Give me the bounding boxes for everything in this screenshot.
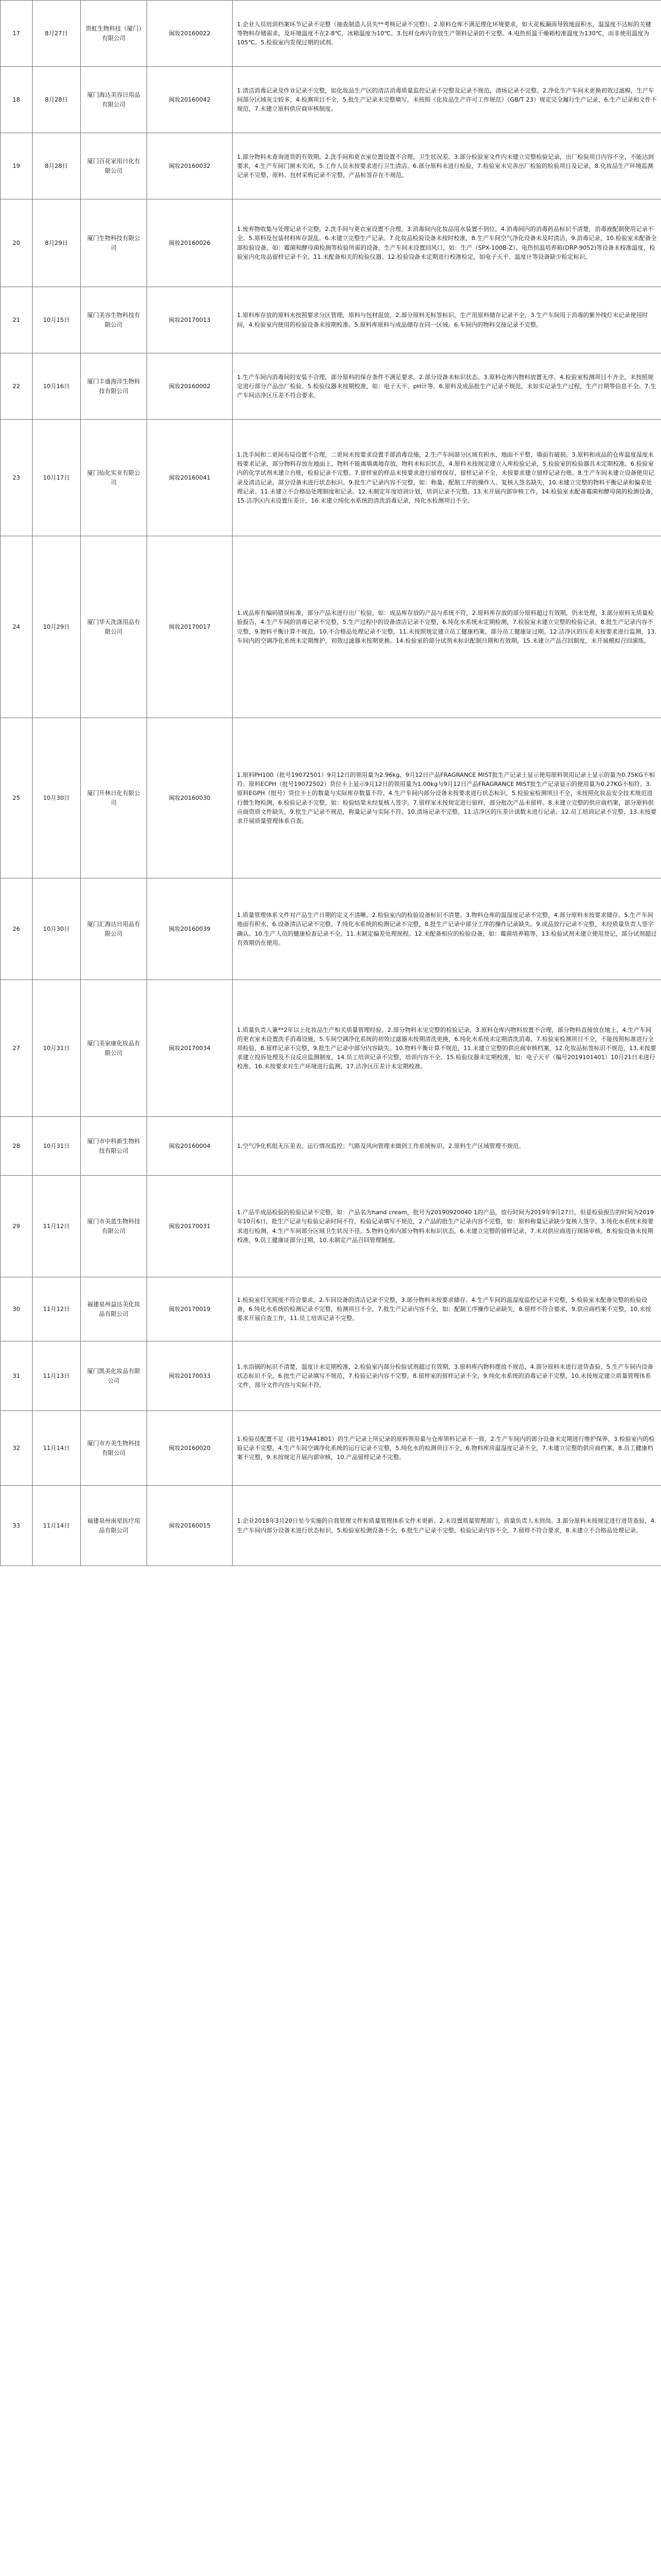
row-number: 18 [1, 67, 33, 133]
row-number: 25 [1, 718, 33, 878]
license-code: 闽妆20160039 [147, 878, 233, 980]
company-name: 厦门海达美容日用品有限公司 [81, 67, 147, 133]
row-number: 22 [1, 353, 33, 420]
row-number: 20 [1, 199, 33, 287]
inspection-findings: 1.清洁消毒记录及作业记录不完整，如化妆品生产区的清洁消毒质量监控记录不完整及记录不规范，清场记录不完整。2.净化生产车间未更换初效过滤棉，生产车间部分区域灰尘较多，4.检测项目不全，5.批生产记录未完整填写，未按照《化妆品生产许可工作规范》（GB/T 23）规定完全履行生产记录，6.生产记录和文件不规范，7.未建立原料供应商审核制度。 [233, 67, 661, 133]
inspection-findings: 1.洗手间和二更间布局设置不合理，二更间未按要求设置手部消毒设施，2.生产车间部分区域有积水，地面不平整，墙面有破损。3.原料和成品的仓库温度湿度未按要求记录，部分物料存放在地面上，物料不能离墙离地存放，物料未标识状态，4.原料未按规定建立入库检验记录，5.检验室的检验器具未定期校准。6.检验室内的化学试剂未建立台账，检验记录不完整。7.留样室的样品未按要求进行留样保存，留样记录不全，未按要求建立留样记录台账。8.生产车间未建立设备使用记录及清洁记录，部分设备未进行状态标识。9.批生产记录内容不完整，如：称量、配制工序的操作人、复核人签名缺失，10.未建立完整的物料平衡记录和偏差处理记录。11.未建立不合格品处理制度和记录。12.未制定年度培训计划，培训记录不完整。13.未开展内部审核工作，14.检验室未配备霉菌和酵母菌的检测设备，15.洁净区内未设置压差计，16.未建立纯化水系统的清洗消毒记录，纯化水检测项目不全。 [233, 420, 661, 536]
inspection-findings: 1.废弃物收集与处理记录不完整，2.洗手间与更衣室设置不合理。3.消毒间内化妆品用水装置不到位，4.消毒间内的消毒药品标识不清楚，消毒液配制使用记录不全。5.原料及包装材料库存混乱。6.未建立完整生产记录。7.化妆品检验设备未按时校准，8.生产车间空气净化设备未及时清洁，9.消毒记录，10.检验室未配备全部检验设备。如：霉菌和酵母菌检测等检验所需的设备，生产车间未设置回风口，如：生产（SPX-100B-Z）、电热恒温培养箱(DRP-9052)等设备未校准温度，检验室内化妆品留样记录不全。11.未配备相关的检验仪器。12.检验设备未定期进行校准检定，如电子天平、温度计等设备缺少检定标识。 [233, 199, 661, 287]
row-number: 26 [1, 878, 33, 980]
company-name: 厦门市方美生物科技有限公司 [81, 1411, 147, 1486]
company-name: 厦门开林日化有限公司 [81, 718, 147, 878]
row-number: 33 [1, 1486, 33, 1566]
inspection-findings: 1.空气净化机组无压差表，运行情况监控；气路及风向管理未做到工作系统标识。2.原料生产区域管理不规范。 [233, 1117, 661, 1176]
license-code: 闽妆20170017 [147, 536, 233, 718]
license-code: 闽妆20170019 [147, 1277, 233, 1341]
inspection-date: 10月30日 [33, 718, 81, 878]
inspection-findings: 1.部分物料未查询进货的有效期。2.洗手间和更衣室位置设置不合理，卫生状况差。3.部分检验室文件内未建立完整检验记录，出厂检验项目内容不全，不能达到要求，4.生产车间门窗未关闭，5.工作人员未按要求进行卫生清洁。6.部分原料未进行检验，7.检验室未完善出厂检验的检验项目及记录，8.化妆品生产环境监测记录不完整，原料、包材采购记录不完整，产品标签存在不规范。 [233, 133, 661, 199]
inspection-findings: 1.企业人员培训档案环节记录不完整（抽查制造人员失**考核记录不完整）。2.原料仓库不满足理化环境要求，如天花板漏雨导致地面积水，温湿度不达标的关键等物料存储需求，及环境温度不在2-8℃，冰箱温度为10℃。3.包材仓库内存放生产领料记录的不完整。4.电热恒温干燥箱校准温度为130℃，而非使用温度为105℃。5.检验室内发现过期的试剂。 [233, 1, 661, 67]
table-row [1, 1176, 661, 1277]
row-number: 17 [1, 1, 33, 67]
inspection-findings: 1.成品库有编码错误标准，部分产品未进行出厂检验，如：成品库存放的产品与系统不符，2.原料库存放的部分原料超过有效期，仍未处理，3.部分原料无质量检验报告，4.生产车间的消毒记录不完整，5.生产过程中的设备清洁记录不完整，6.纯化水系统未定期检测，7.检验室未建立完整的检验记录，8.批生产记录内容不完整，9.物料平衡计算不规范。10.不合格品处理记录不完整。11.未按照规定建立员工健康档案，部分员工健康证过期。12.洁净区的压差未按要求进行监测，13.车间内的空调净化系统未定期维护，初效过滤器未按期更换。14.检验室的部分试剂未标识配制日期和有效期。15.未建立产品召回制度，未开展模拟召回演练。 [233, 536, 661, 718]
table-row [1, 353, 661, 420]
company-name: 福建泉州益达美化妆品有限公司 [81, 1277, 147, 1341]
table-row [1, 1341, 661, 1411]
row-number: 32 [1, 1411, 33, 1486]
inspection-date: 11月14日 [33, 1411, 81, 1486]
table-row [1, 1486, 661, 1566]
table-row [1, 133, 661, 199]
inspection-date: 11月12日 [33, 1277, 81, 1341]
inspection-date: 8月29日 [33, 199, 81, 287]
company-name: 厦门丰盛海洋生物科技有限公司 [81, 353, 147, 420]
inspection-findings: 1.检验室灯光照度不符合要求，2.车间设备的清洁记录不完整，3.部分物料未按要求储存。4.生产车间的温湿度监控记录不完整，5.检验室未配备完整的检验设备，6.纯化水系统的检测记录不完整，检测项目不全，7.批生产记录内容不全，如：配制工序操作记录缺失，8.留样不符合要求，9.供应商档案不完整，10.未按要求开展自查工作，11.员工培训记录不完整。 [233, 1277, 661, 1341]
license-code: 闽妆20160041 [147, 420, 233, 536]
inspection-date: 11月14日 [33, 1486, 81, 1566]
company-name: 厦门凯美化妆品有限公司 [81, 1341, 147, 1411]
license-code: 闽妆20170013 [147, 287, 233, 353]
table-row [1, 287, 661, 353]
company-name: 福建泉州南星医疗用品有限公司 [81, 1486, 147, 1566]
table-row [1, 536, 661, 718]
inspection-findings: 1.企业2018年3月20日至今实施的自我管理文件和质量管理体系文件未更新。2.未设置质量管理部门，质量负责人未到岗。3.部分原料未按规定进行进货查验，4.生产车间内部分设备未进行状态标识，5.检验室检测设备不全，6.批生产记录不完整，检验记录内容不全，7.留样不符合要求，8.未建立不合格品处理记录。 [233, 1486, 661, 1566]
table-body [1, 1, 661, 1566]
license-code: 闽妆20160042 [147, 67, 233, 133]
inspection-findings: 1.质量管理体系文件对产品生产日期的定义不清晰。2.检验室内的检验设备标识不清楚。3.物料仓库的温湿度记录不完整，4.部分原料未按要求储存。5.生产车间地面有积水，6.设备清洁记录不完整。7.纯化水系统的检测记录不完整，8.批生产记录中部分工序的操作记录缺失。9.成品放行记录不完整，未经质量负责人签字确认。10.生产人员的健康检查记录不全。11.未制定偏差处理规程。12.未配备相应的检验设备，如：霉菌培养箱等，13.检验试剂未建立使用登记，部分试剂超过有效期仍在使用。 [233, 878, 661, 980]
row-number: 19 [1, 133, 33, 199]
inspection-date: 10月15日 [33, 287, 81, 353]
license-code: 闽妆20160002 [147, 353, 233, 420]
inspection-date: 10月29日 [33, 536, 81, 718]
table-row [1, 718, 661, 878]
inspection-date: 10月17日 [33, 420, 81, 536]
company-name: 厦门生物科技有限公司 [81, 199, 147, 287]
row-number: 31 [1, 1341, 33, 1411]
license-code: 闽妆20170034 [147, 980, 233, 1117]
inspection-date: 11月13日 [33, 1341, 81, 1411]
license-code: 闽妆20160030 [147, 718, 233, 878]
company-name: 厦门汇海达日用品有限公司 [81, 878, 147, 980]
inspection-findings: 1.水浴锅的标识不清楚，温度计未定期校准，2.检验室内部分检验试剂超过有效期，3.原料库内物料摆放不规范，4.部分原料未进行进货查验，5.生产车间内设备状态标识不全，6.批生产记录填写不规范，7.检验记录内容不完整，8.留样室的留样记录不全，9.纯化水系统的消毒记录不完整，10.未按规定建立质量管理体系文件，部分文件内容与实际不符。 [233, 1341, 661, 1411]
company-name: 厦门市中科新生物科技有限公司 [81, 1117, 147, 1176]
inspection-date: 11月12日 [33, 1176, 81, 1277]
inspection-findings: 1.原料PH100（批号19072501）9月12日的领用量为2.96kg，9月12日产品FRAGRANCE MIST批生产记录上显示使用原料领用记录上显示的量为0.75KG不相符。原料ECPH（批号19072502）货位卡上显示9月12日的领用量为1.00kg与9月12日产品FRAGRANCE MIST批生产记录显示的使用量为0.27KG不相符。3.原料EGPH（批号）货位卡上的数量与实际库存数量不符。4.生产车间内部分设备未按要求进行状态标识，5.检验室检测项目不全，未按照化妆品安全技术规范进行微生物检测，6.检验记录不完整，如：检验结果未经复核人签字。7.留样室未按规定进行留样，部分批次产品未留样。8.未建立完整的供应商档案，部分原料供应商资质文件缺失，9.批生产记录不规范，称量记录与实际不符。10.清场记录不完整，11.洁净区的压差计读数未进行记录。12.员工培训记录不完整，13.未按要求开展质量管理体系自查。 [233, 718, 661, 878]
license-code: 闽妆20160026 [147, 199, 233, 287]
company-name: 厦门仙化实业有限公司 [81, 420, 147, 536]
table-row [1, 199, 661, 287]
row-number: 27 [1, 980, 33, 1117]
inspection-date: 10月16日 [33, 353, 81, 420]
license-code: 闽妆20160004 [147, 1117, 233, 1176]
table-row [1, 1117, 661, 1176]
table-row [1, 67, 661, 133]
inspection-date: 10月31日 [33, 980, 81, 1117]
row-number: 23 [1, 420, 33, 536]
inspection-findings: 1.质量负责人兼**2年以上化妆品生产相关质量管理经验。2.部分物料未见完整的检验记录，3.原料仓库内物料放置不合理，部分物料直接放在地上，4.生产车间的更衣室未设置洗手消毒设施，5.车间空调净化系统的初效过滤器未按期清洗更换，6.纯化水系统未定期清洗消毒，7.检验室检测项目不全，不能按照标准进行全项检验，8.留样记录不完整，9.批生产记录中部分内容缺失。10.物料平衡计算不规范，11.未建立完整的供应商审核档案，12.化妆品标签标识不规范，13.未按要求建立投诉处理及不良反应监测制度，14.员工培训记录不完整，培训内容不全。15.检验仪器未定期校准，如：电子天平（编号2019101401）10月21日未进行校准。16.未按要求对生产环境进行监测，17.洁净区压差计未定期校准。 [233, 980, 661, 1117]
row-number: 28 [1, 1117, 33, 1176]
table-row [1, 1277, 661, 1341]
inspection-date: 8月27日 [33, 1, 81, 67]
license-code: 闽妆20160022 [147, 1, 233, 67]
table-row [1, 878, 661, 980]
inspection-findings: 1.原料库存放的原料未按照要求分区管理，原料与包材混放，2.部分原料无标签标识，生产用原料储存记录不全，3.生产车间用于消毒的紫外线灯未记录使用时间，4.检验室内使用的检验设备未按期校准。5.原料库原料与成品储存在同一区域。6.车间内的物料交接记录不完整。 [233, 287, 661, 353]
table-row [1, 420, 661, 536]
row-number: 24 [1, 536, 33, 718]
inspection-date: 8月28日 [33, 67, 81, 133]
inspection-findings: 1.检验员配置不足（批号19A41801）的生产记录上所记录的原料领用量与仓库领料记录不一致，2.生产车间内的部分设备未定期进行维护保养，3.检验室内的检验记录不完整，4.生产车间空调净化系统的运行记录不完整，5.纯化水的检测项目不全，6.物料库房温湿度记录不全，7.未建立完整的供应商档案，8.员工健康档案不完整，9.未按规定开展内部审核，10.产品留样记录不完整。 [233, 1411, 661, 1486]
license-code: 闽妆20170031 [147, 1176, 233, 1277]
inspection-date: 10月30日 [33, 878, 81, 980]
license-code: 闽妆20160015 [147, 1486, 233, 1566]
table-row [1, 980, 661, 1117]
company-name: 厦门百花家用日化有限公司 [81, 133, 147, 199]
company-name: 厦门华天洗涤用品有限公司 [81, 536, 147, 718]
inspection-date: 8月28日 [33, 133, 81, 199]
license-code: 闽妆20170033 [147, 1341, 233, 1411]
inspection-findings: 1.产品半成品检验的检验记录不完整，如：产品名为hand cream，批号为20190920040 1的产品，放行时间为2019年9月27日，但是检验报告的时间为2019年10月6日，批生产记录与检验记录时间不符，检验记录填写不规范，2.产品的批生产记录内容不完整，如：原料称量记录缺少复核人签字，3.纯化水系统未按要求进行检测，4.生产车间部分区域卫生状况不佳。5.物料仓库内部分物料未标识状态，6.未建立完整的留样记录，7.未对供应商进行现场审核。8.检验设备未按期校准，9.员工健康证部分过期，10.未制定产品召回管理制度。 [233, 1176, 661, 1277]
row-number: 30 [1, 1277, 33, 1341]
company-name: 厦门美容生物科技有限公司 [81, 287, 147, 353]
table-row [1, 1, 661, 67]
company-name: 资虹生物科技（厦门）有限公司 [81, 1, 147, 67]
license-code: 闽妆20160020 [147, 1411, 233, 1486]
table-row [1, 1411, 661, 1486]
license-code: 闽妆20160032 [147, 133, 233, 199]
inspection-date: 10月31日 [33, 1117, 81, 1176]
company-name: 厦门市美蓝生物科技有限公司 [81, 1176, 147, 1277]
row-number: 21 [1, 287, 33, 353]
row-number: 29 [1, 1176, 33, 1277]
inspection-findings: 1.生产车间内消毒间的安装不合理，部分原料的保存条件不满足要求。2.部分设备未标识状态。3.原料仓库内物料放置无序。4.检验室检测项目不齐全，未按照规定进行部分产品出厂检验。5.检验仪器未按期校准，如：电子天平、pH计等。6.原料及成品批生产记录不规范，未如实记录生产过程，生产日期等信息不全。7.生产车间洁净区压差不符合要求。 [233, 353, 661, 420]
company-name: 厦门美家康化妆品有限公司 [81, 980, 147, 1117]
